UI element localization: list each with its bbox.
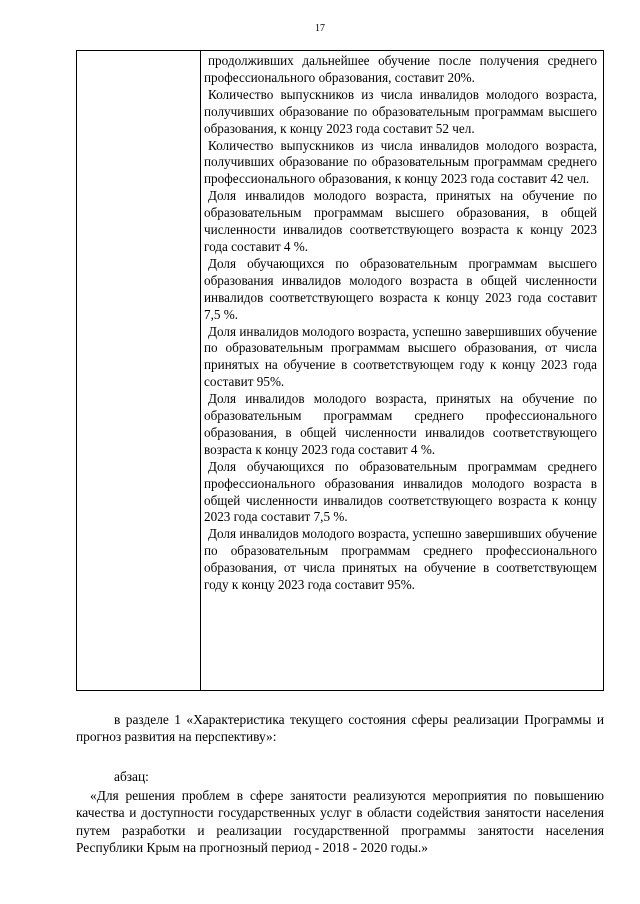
table-paragraph: Доля инвалидов молодого возраста, принятых на обучение по образовательным программам высшего образования, в общей численности инвалидов соответствующего возраста к концу 2023 года составит 4 %. <box>204 188 597 254</box>
table-paragraph: Доля инвалидов молодого возраста, успешно завершивших обучение по образовательным программам среднего профессионального образования, от числа принятых на обучение в соответствующем году к концу 2023 года составит 95%. <box>204 526 597 593</box>
quoted-paragraph <box>76 787 604 857</box>
table-left-cell <box>77 51 201 690</box>
table-paragraph: продолживших дальнейшее обучение после получения среднего профессионального образования, составит 20%. <box>204 53 597 85</box>
section-reference-text: в разделе 1 «Характеристика текущего состояния сферы реализации Программы и прогноз развития на перспективу»: <box>76 712 604 745</box>
continuation-table <box>76 50 604 691</box>
abzac-label-text: абзац: <box>114 769 149 784</box>
abzac-label <box>76 768 604 785</box>
table-paragraph: Доля обучающихся по образовательным программам высшего образования инвалидов молодого возраста в общей численности инвалидов соответствующего возраста к концу 2023 года составит 7,5 %. <box>204 255 597 322</box>
page-number: 17 <box>315 23 325 34</box>
section-reference <box>76 711 604 746</box>
table-paragraph: Доля инвалидов молодого возраста, принятых на обучение по образовательным программам среднего профессионального образования, в общей численности инвалидов соответствующего возраста к концу 2023 года составит 4 %. <box>204 391 597 457</box>
table-paragraph: Количество выпускников из числа инвалидов молодого возраста, получивших образование по образовательным программам высшего образования, к концу 2023 года составит 52 чел. <box>204 86 597 136</box>
table-paragraph: Количество выпускников из числа инвалидов молодого возраста, получивших образование по образовательным программам среднего профессионального образования, к концу 2023 года составит 42 чел. <box>204 137 597 187</box>
quoted-paragraph-text: «Для решения проблем в сфере занятости реализуются мероприятия по повышению качества и доступности государственных услуг в области содействия занятости населения путем разработки и реализации государственной программы занятости населения Республики Крым на прогнозный период - 2018 - 2020 годы.» <box>76 788 604 856</box>
table-paragraph: Доля обучающихся по образовательным программам среднего профессионального образования инвалидов молодого возраста в общей численности инвалидов соответствующего возраста к концу 2023 года составит 7,5 %. <box>204 458 597 525</box>
table-paragraph: Доля инвалидов молодого возраста, успешно завершивших обучение по образовательным программам высшего образования, от числа принятых на обучение в соответствующем году к концу 2023 года составит 95%. <box>204 323 597 390</box>
table-right-cell <box>204 53 597 594</box>
